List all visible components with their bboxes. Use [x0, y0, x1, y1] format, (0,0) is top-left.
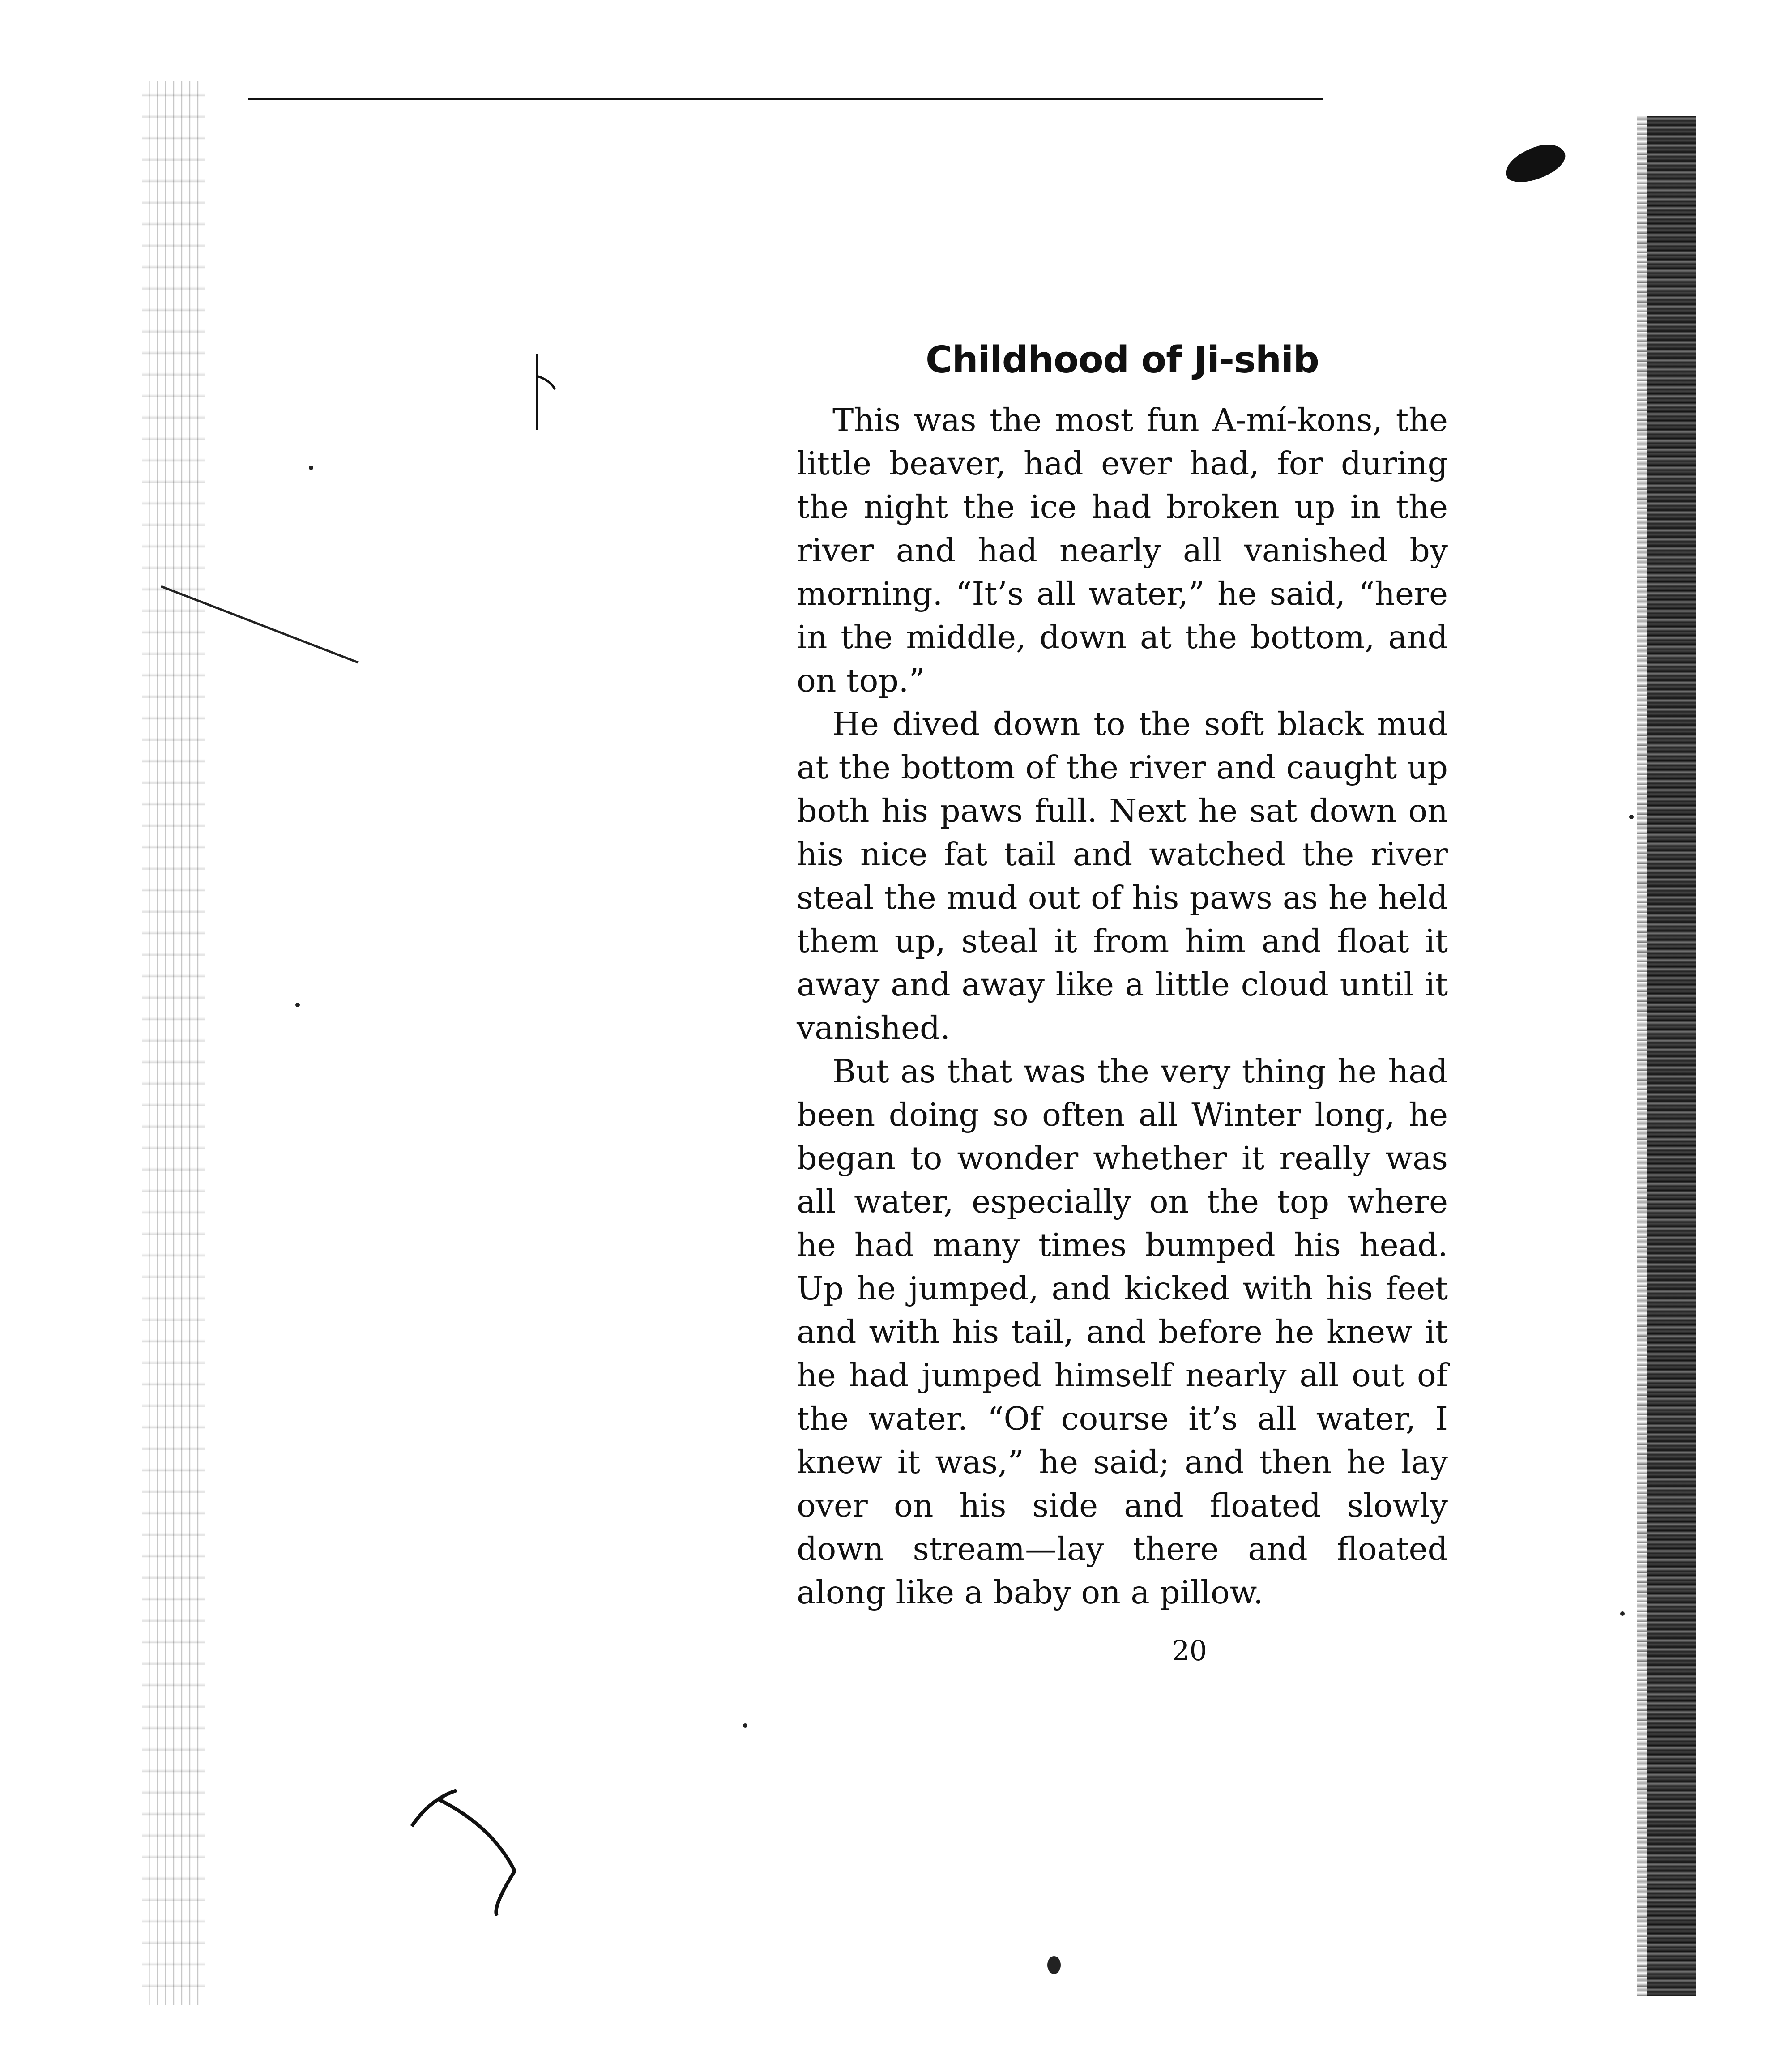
- scan-speck: [309, 466, 313, 470]
- page-number: 20: [1172, 1634, 1207, 1667]
- paragraph: This was the most fun A-mí-kons, the little beaver, had ever had, for during the night the ice had broken up in the river and had nearly all vanished by morning. “It’s all water,” he said, “here in the middle, down at the bottom, and on top.”: [797, 402, 1448, 700]
- scan-speck: [743, 1723, 747, 1728]
- page-edge-shadow: [1647, 116, 1696, 1996]
- pencil-stroke: [157, 582, 407, 680]
- top-rule-line: [248, 98, 1323, 100]
- scan-speck: [1047, 1956, 1061, 1974]
- scan-speck: [1629, 815, 1634, 819]
- binding-edge-shadow: [142, 81, 205, 2005]
- scan-speck: [295, 1003, 300, 1007]
- paragraph: But as that was the very thing he had been doing so often all Winter long, he began to wonder whether it really was all water, especially on the top where he had many times bumped his head. Up he jumped, and kicked with his feet and with his tail, and before he knew it he had jumped himself nearly all out of the water. “Of course it’s all water, I knew it was,” he said; and then he lay over on his side and floated slowly down stream—lay there and floated along like a baby on a pillow.: [797, 1053, 1448, 1611]
- pencil-mark: [524, 349, 559, 439]
- paragraph: He dived down to the soft black mud at the bottom of the river and caught up both his paws full. Next he sat down on his nice fat tail and watched the river steal the mud out of his paws as he held them up, steal it from him and float it away and away like a little cloud until it vanished.: [797, 705, 1448, 1047]
- running-head: Childhood of Ji-shib: [926, 339, 1319, 381]
- scan-speck: [1620, 1611, 1625, 1616]
- pencil-scribble: [403, 1773, 546, 1916]
- ink-blot-mark: [1501, 139, 1570, 188]
- text-column: [797, 340, 1448, 1667]
